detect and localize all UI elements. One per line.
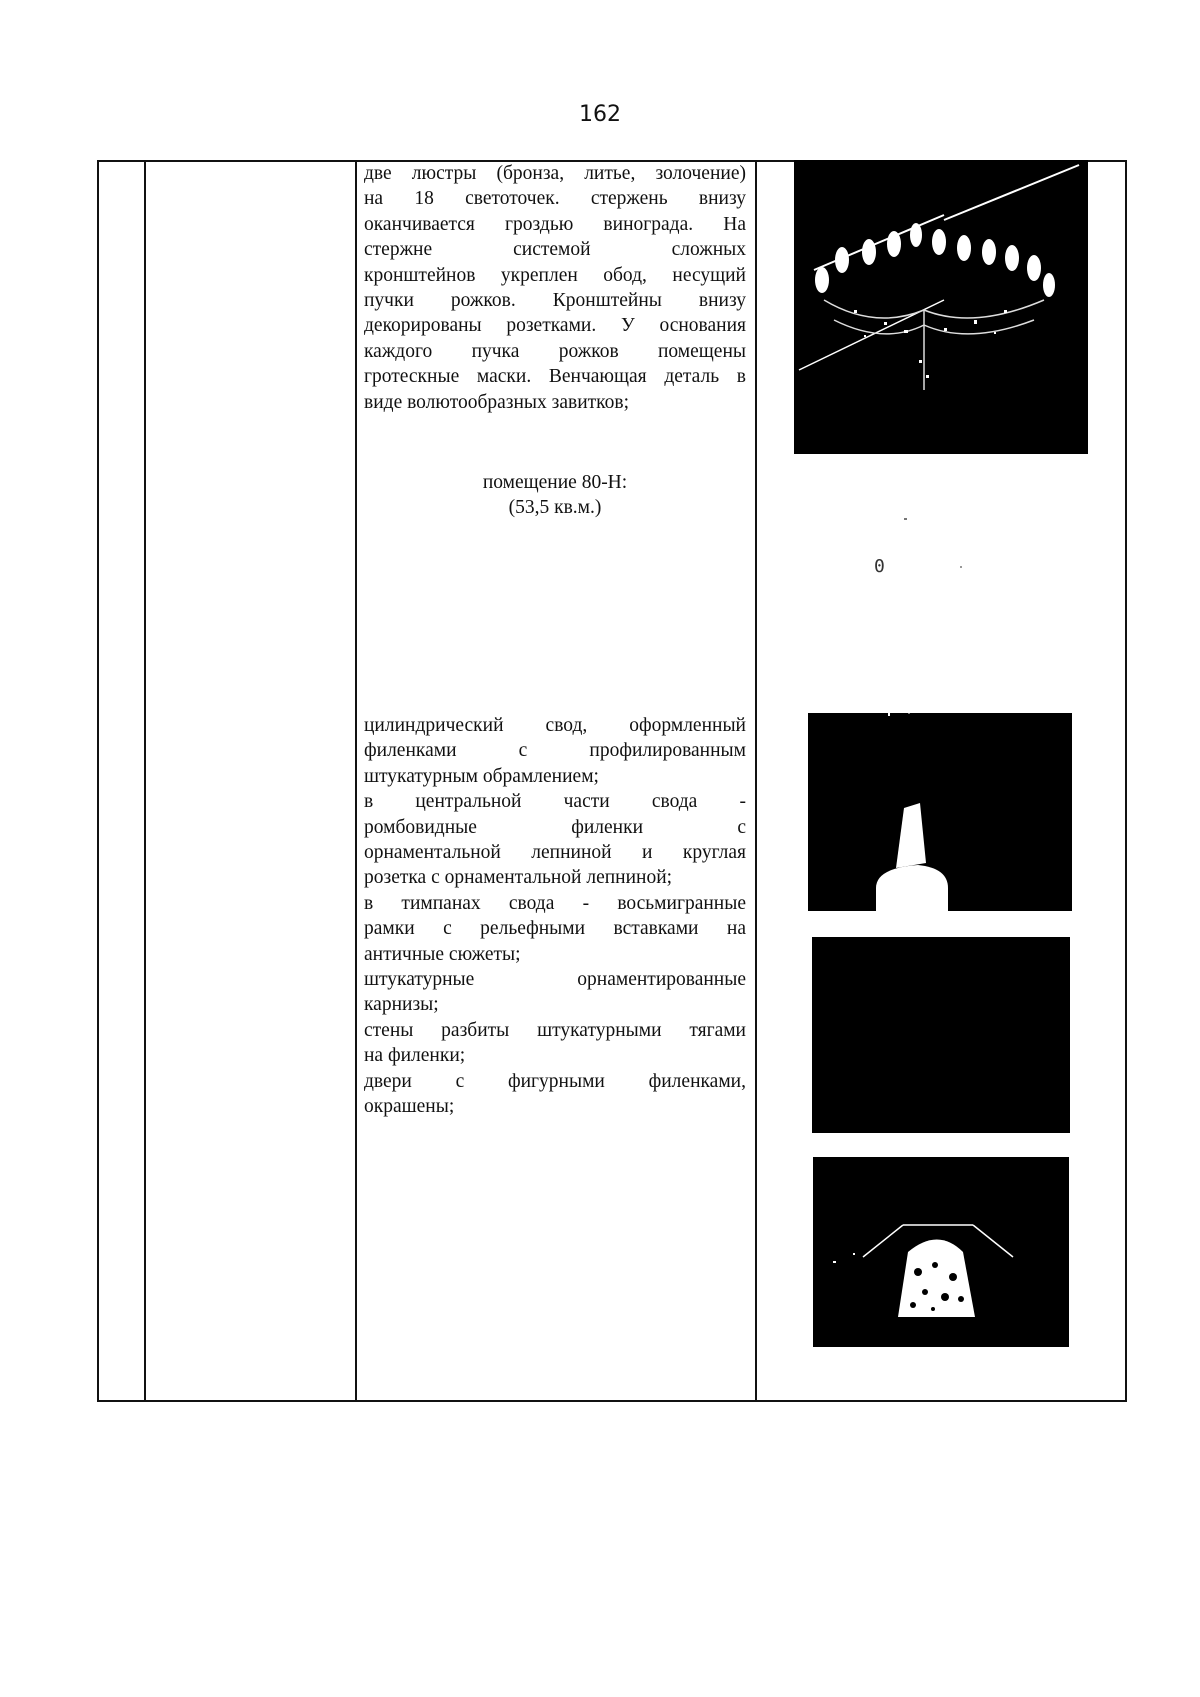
text-line: в тимпанах свода - восьмигранные: [364, 892, 746, 914]
chandelier-photo: [794, 160, 1088, 454]
chandelier-description: [364, 161, 746, 415]
text-line: рамки с рельефными вставками на: [364, 918, 746, 940]
column-divider-1: [144, 162, 146, 1400]
text-line: штукатурным обрамлением;: [364, 765, 599, 787]
text-line: двери с фигурными филенками,: [364, 1070, 746, 1092]
text-line: ромбовидные филенки с: [364, 816, 746, 838]
text-line: карнизы;: [364, 994, 439, 1016]
column-divider-2: [355, 162, 357, 1400]
room-caption: [364, 470, 746, 520]
relief-illustration: [813, 1157, 1069, 1347]
text-line: каждого пучка рожков помещены: [364, 340, 746, 362]
tympanum-relief-photo: [813, 1157, 1069, 1347]
text-line: в центральной части свода -: [364, 791, 746, 813]
wall-photo: [812, 937, 1070, 1133]
text-line: кронштейнов укреплен обод, несущий: [364, 264, 746, 286]
text-line: на 18 светоточек. стержень внизу: [364, 188, 746, 210]
text-line: цилиндрический свод, оформленный: [364, 715, 746, 736]
text-line: декорированы розетками. У основания: [364, 315, 746, 337]
text-line: штукатурные орнаментированные: [364, 969, 746, 991]
text-line: розетка с орнаментальной лепниной;: [364, 867, 673, 889]
room-area: (53,5 кв.м.): [508, 497, 602, 518]
text-line: античные сюжеты;: [364, 943, 521, 965]
vault-rosette-photo: [808, 713, 1072, 911]
text-line: окрашены;: [364, 1096, 455, 1118]
text-line: гротескные маски. Венчающая деталь в: [364, 366, 746, 388]
room-name: помещение 80-Н:: [482, 472, 628, 493]
room-features-description: [364, 713, 746, 1120]
scan-speck: [904, 518, 907, 520]
text-line: стержне системой сложных: [364, 239, 746, 261]
scan-speck: [960, 566, 962, 568]
text-line: орнаментальной лепниной и круглая: [364, 842, 746, 864]
lamp-illustration: [808, 713, 1072, 911]
column-divider-3: [755, 162, 757, 1400]
page-number: 162: [579, 102, 621, 127]
text-line: виде волютообразных завитков;: [364, 391, 630, 413]
placeholder-mark: 0: [874, 556, 885, 577]
text-line: две люстры (бронза, литье, золочение): [364, 163, 746, 184]
text-line: филенками с профилированным: [364, 740, 746, 762]
text-line: стены разбиты штукатурными тягами: [364, 1019, 746, 1041]
text-line: оканчивается гроздью винограда. На: [364, 213, 746, 235]
text-line: на филенки;: [364, 1045, 466, 1067]
chandelier-illustration: [794, 160, 1088, 454]
text-line: пучки рожков. Кронштейны внизу: [364, 290, 746, 312]
